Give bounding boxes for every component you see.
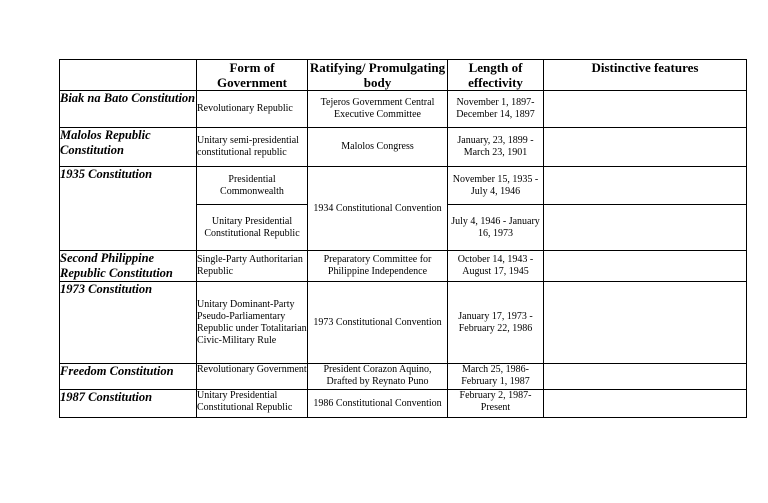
header-row [60,60,747,91]
length-of-effectivity-cell: July 4, 1946 - January 16, 1973 [448,205,544,251]
form-of-government-cell: Revolutionary Republic [197,91,308,128]
distinctive-features-cell [544,282,747,364]
constitution-name: 1973 Constitution [60,282,197,364]
constitution-name: Second Philippine Republic Constitution [60,251,197,282]
ratifying-body-cell: 1986 Constitutional Convention [308,390,448,418]
ratifying-body-cell: 1973 Constitutional Convention [308,282,448,364]
ratifying-body-cell: Malolos Congress [308,128,448,167]
table-row [60,91,747,128]
length-of-effectivity-cell: November 1, 1897- December 14, 1897 [448,91,544,128]
length-of-effectivity-cell: February 2, 1987- Present [448,390,544,418]
constitution-name: 1987 Constitution [60,390,197,418]
distinctive-features-cell [544,91,747,128]
header-ratifying-body: Ratifying/ Promulgating body [308,60,448,91]
length-of-effectivity-cell: March 25, 1986- February 1, 1987 [448,364,544,390]
form-of-government-cell: Unitary Presidential Constitutional Republic [197,390,308,418]
header-distinctive-features: Distinctive features [544,60,747,91]
distinctive-features-cell [544,167,747,205]
distinctive-features-cell [544,205,747,251]
distinctive-features-cell [544,251,747,282]
form-of-government-cell: Unitary Presidential Constitutional Republic [197,205,308,251]
ratifying-body-cell: Preparatory Committee for Philippine Independence [308,251,448,282]
length-of-effectivity-cell: October 14, 1943 - August 17, 1945 [448,251,544,282]
table-row [60,364,747,390]
constitution-name: Biak na Bato Constitution [60,91,197,128]
table-row [60,390,747,418]
form-of-government-cell: Single-Party Authoritarian Republic [197,251,308,282]
length-of-effectivity-cell: January 17, 1973 - February 22, 1986 [448,282,544,364]
header-length-of-effectivity: Length of effectivity [448,60,544,91]
form-of-government-cell: Unitary semi-presidential constitutional republic [197,128,308,167]
table-row [60,128,747,167]
table-row [60,282,747,364]
header-form-of-government: Form of Government [197,60,308,91]
table-row [60,167,747,205]
ratifying-body-cell: 1934 Constitutional Convention [308,167,448,251]
form-of-government-cell: Unitary Dominant-Party Pseudo-Parliamentary Republic under Totalitarian Civic-Military Rule [197,282,308,364]
ratifying-body-cell: President Corazon Aquino, Drafted by Reynato Puno [308,364,448,390]
constitutions-table [59,59,747,418]
length-of-effectivity-cell: January, 23, 1899 - March 23, 1901 [448,128,544,167]
distinctive-features-cell [544,364,747,390]
distinctive-features-cell [544,390,747,418]
header-blank [60,60,197,91]
length-of-effectivity-cell: November 15, 1935 - July 4, 1946 [448,167,544,205]
form-of-government-cell: Presidential Commonwealth [197,167,308,205]
constitution-name: Malolos Republic Constitution [60,128,197,167]
constitution-name: 1935 Constitution [60,167,197,251]
table-row [60,251,747,282]
distinctive-features-cell [544,128,747,167]
ratifying-body-cell: Tejeros Government Central Executive Committee [308,91,448,128]
form-of-government-cell: Revolutionary Government [197,364,308,390]
constitution-name: Freedom Constitution [60,364,197,390]
